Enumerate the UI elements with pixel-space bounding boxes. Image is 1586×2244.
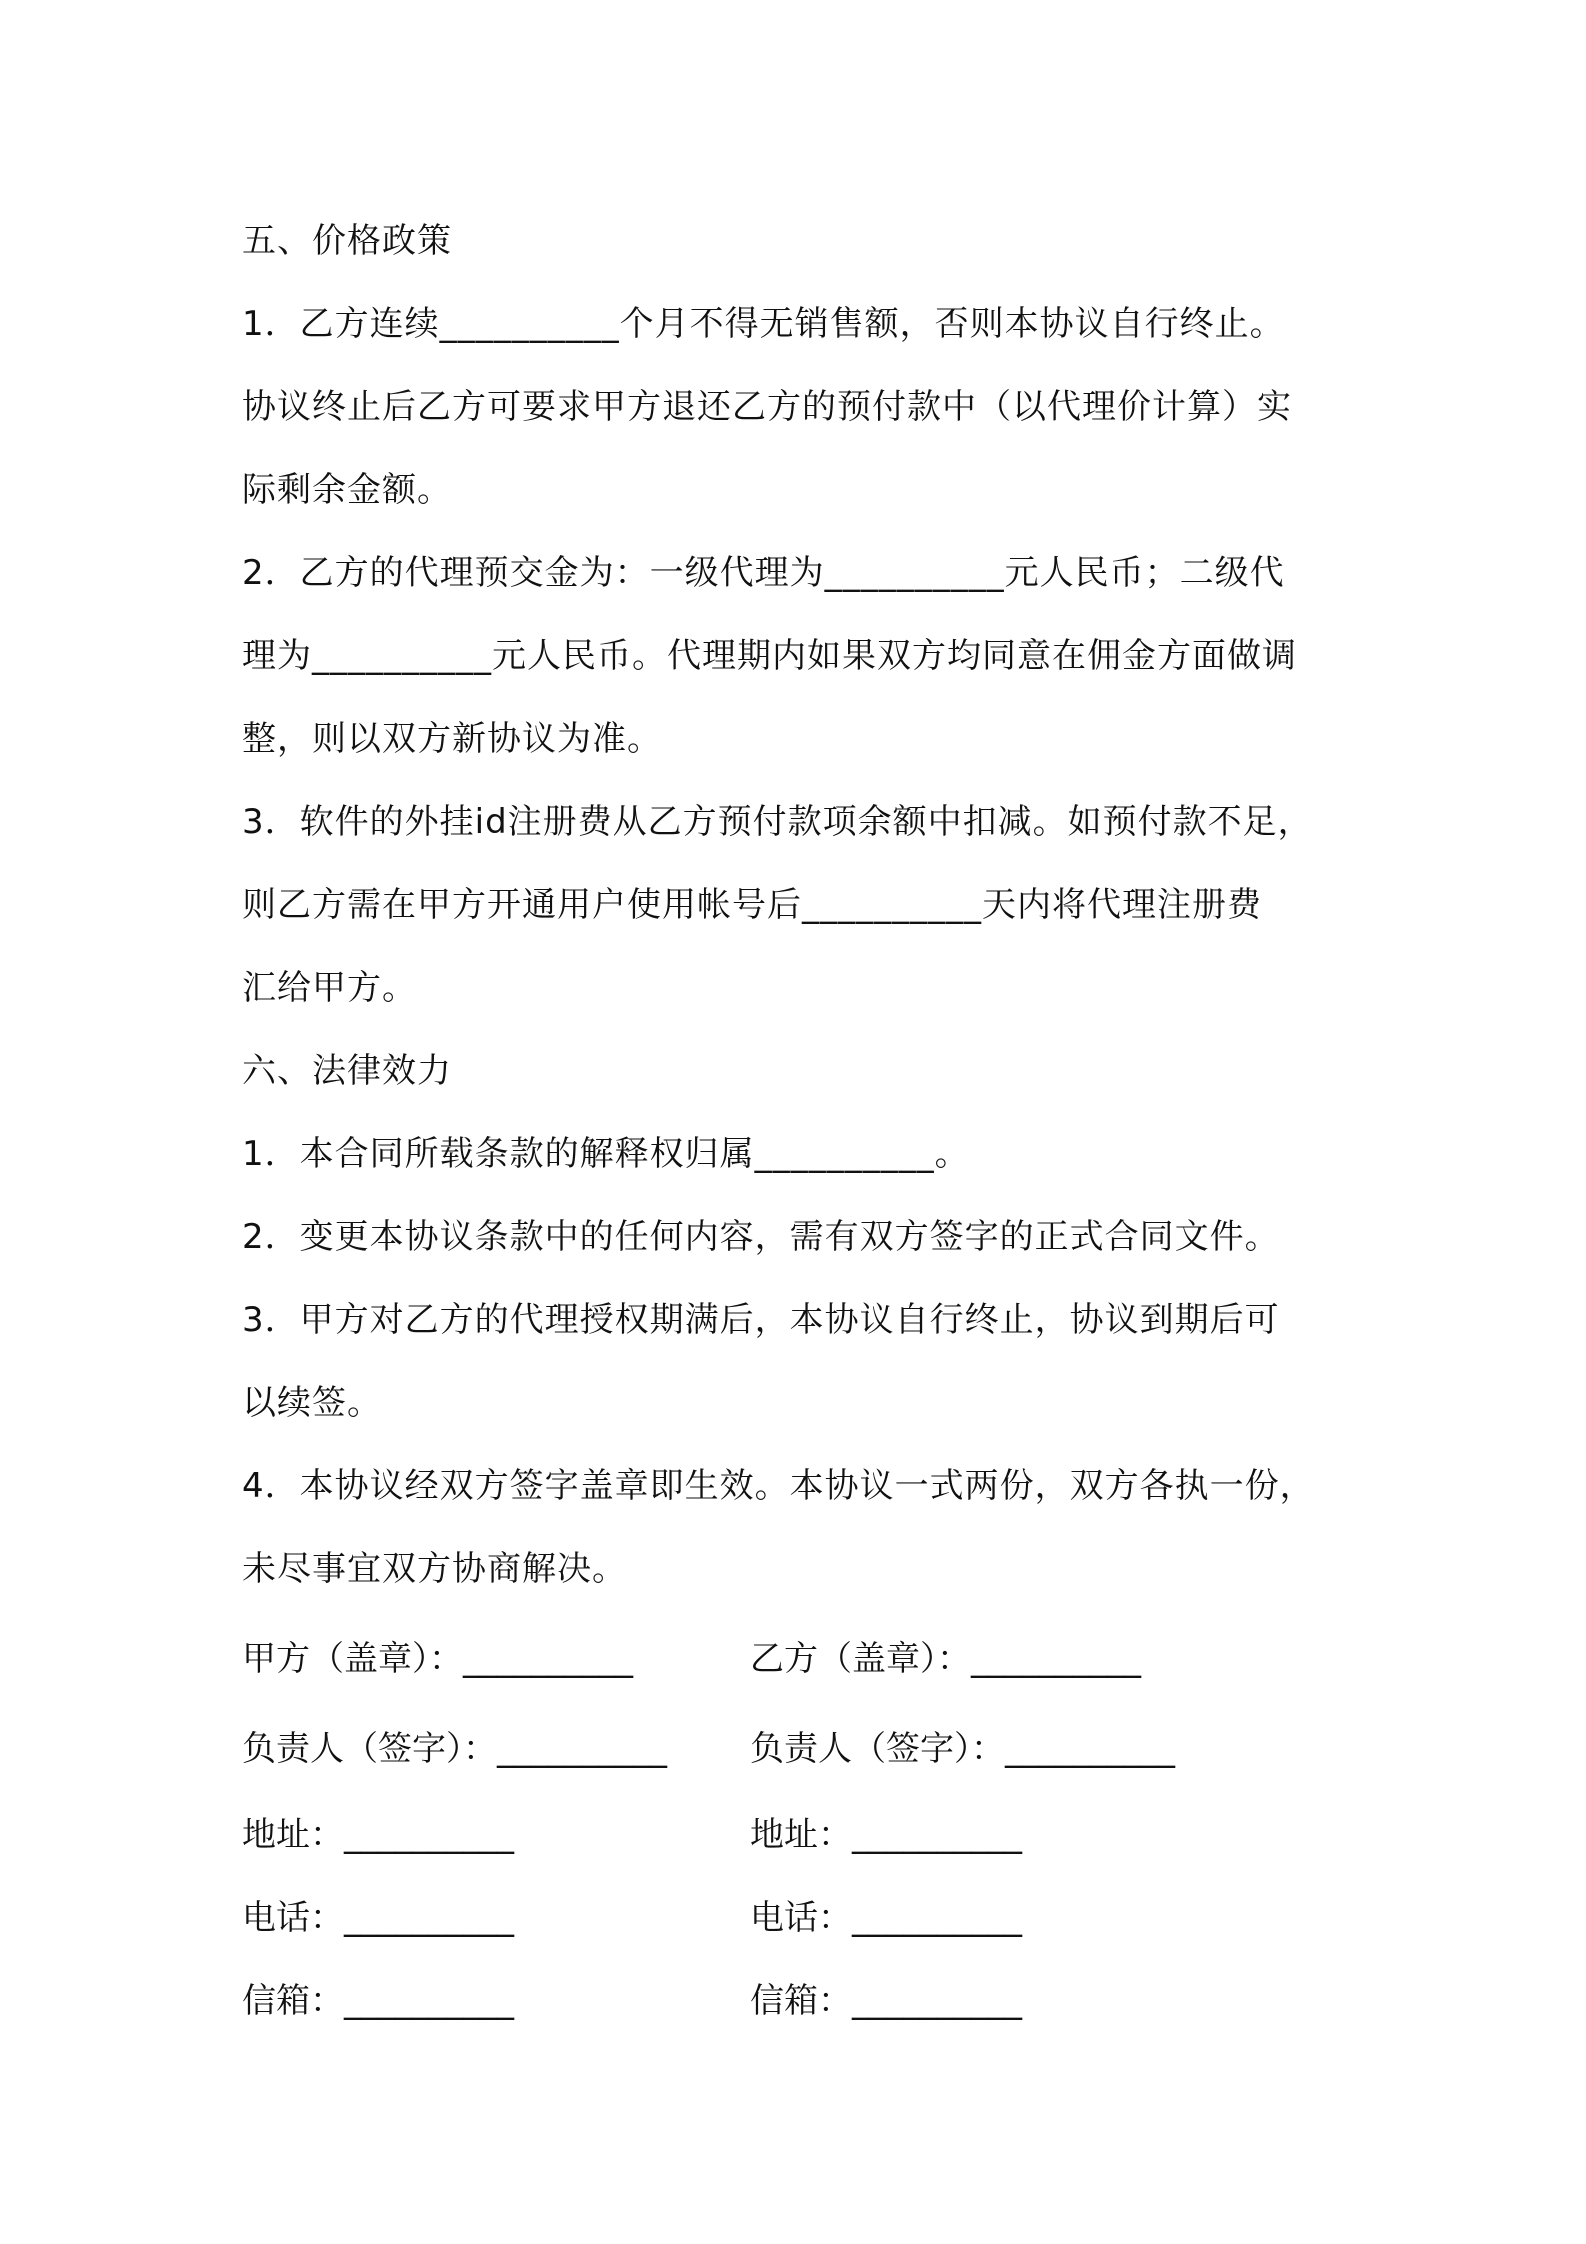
paragraph-line: 协议终止后乙方可要求甲方退还乙方的预付款中（以代理价计算）实 <box>242 387 1292 427</box>
signature-row-signer <box>242 1704 1372 1794</box>
paragraph-line: 理为__________元人民币。代理期内如果双方均同意在佣金方面做调 <box>242 636 1297 676</box>
party-a-signer: 负责人（签字）：__________ <box>242 1729 667 1769</box>
signature-block <box>242 1614 1372 2043</box>
party-a-seal: 甲方（盖章）：__________ <box>242 1639 633 1679</box>
paragraph-line: 汇给甲方。 <box>242 968 417 1008</box>
paragraph-line: 际剩余金额。 <box>242 470 452 510</box>
signature-row-seal <box>242 1614 1372 1704</box>
paragraph-line: 2．乙方的代理预交金为：一级代理为__________元人民币；二级代 <box>242 553 1285 593</box>
paragraph-line: 4．本协议经双方签字盖章即生效。本协议一式两份，双方各执一份， <box>242 1466 1315 1506</box>
signature-row-email <box>242 1960 1372 2043</box>
paragraph-line: 整，则以双方新协议为准。 <box>242 719 662 759</box>
section-heading-price-policy: 五、价格政策 <box>242 221 452 261</box>
signature-row-address <box>242 1794 1372 1877</box>
party-a-phone: 电话：__________ <box>242 1898 514 1938</box>
paragraph-line: 则乙方需在甲方开通用户使用帐号后__________天内将代理注册费 <box>242 885 1262 925</box>
party-b-signer: 负责人（签字）：__________ <box>750 1729 1175 1769</box>
party-b-email: 信箱：__________ <box>750 1981 1022 2021</box>
party-b-phone: 电话：__________ <box>750 1898 1022 1938</box>
paragraph-line: 3．软件的外挂id注册费从乙方预付款项余额中扣减。如预付款不足， <box>242 802 1313 842</box>
party-b-address: 地址：__________ <box>750 1815 1022 1855</box>
section-heading-legal-effect: 六、法律效力 <box>242 1051 452 1091</box>
paragraph-line: 以续签。 <box>242 1383 382 1423</box>
paragraph-line: 2．变更本协议条款中的任何内容，需有双方签字的正式合同文件。 <box>242 1217 1280 1257</box>
signature-row-phone <box>242 1877 1372 1960</box>
paragraph-line: 3．甲方对乙方的代理授权期满后，本协议自行终止，协议到期后可 <box>242 1300 1280 1340</box>
party-b-seal: 乙方（盖章）：__________ <box>750 1639 1141 1679</box>
party-a-email: 信箱：__________ <box>242 1981 514 2021</box>
paragraph-line: 未尽事宜双方协商解决。 <box>242 1549 627 1589</box>
paragraph-line: 1．乙方连续__________个月不得无销售额，否则本协议自行终止。 <box>242 304 1285 344</box>
document-body <box>242 200 1372 1611</box>
party-a-address: 地址：__________ <box>242 1815 514 1855</box>
paragraph-line: 1．本合同所载条款的解释权归属__________。 <box>242 1134 970 1174</box>
